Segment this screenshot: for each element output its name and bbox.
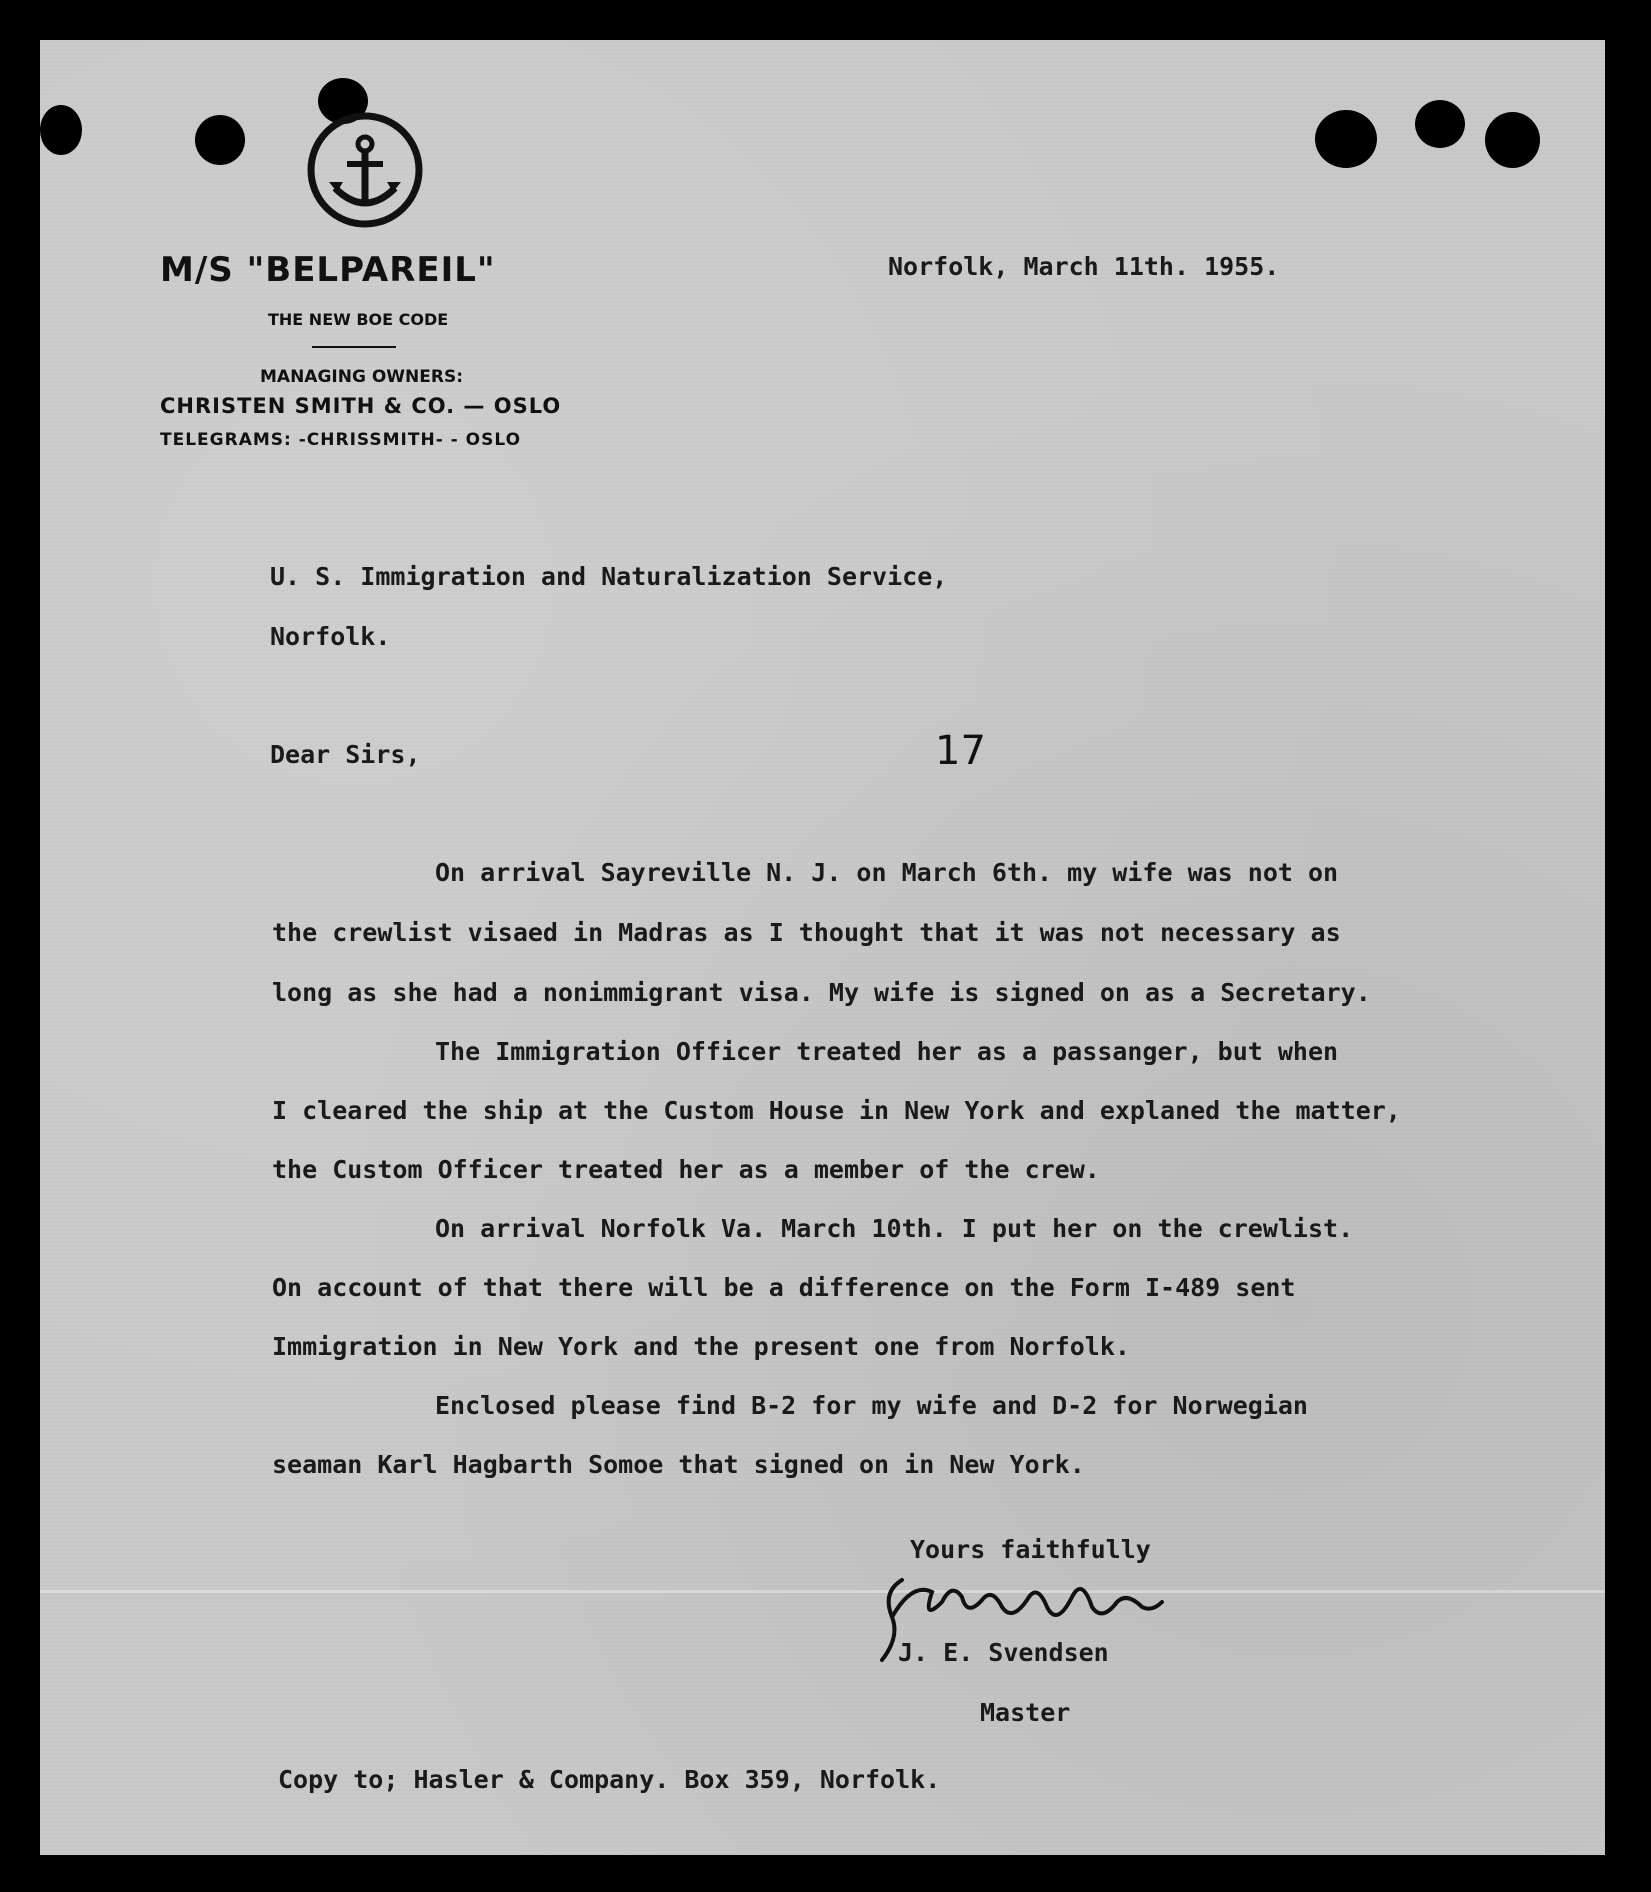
signer-name: J. E. Svendsen	[898, 1638, 1109, 1667]
code-line: THE NEW BOE CODE	[268, 310, 449, 329]
addressee-line-1: U. S. Immigration and Naturalization Service,	[270, 562, 948, 591]
telegrams: TELEGRAMS: -CHRISSMITH- - OSLO	[160, 430, 522, 450]
divider	[312, 346, 396, 348]
signer-title: Master	[980, 1698, 1071, 1727]
anchor-logo-icon	[305, 110, 425, 230]
owners: CHRISTEN SMITH & CO. — OSLO	[160, 394, 562, 418]
owners-label: MANAGING OWNERS:	[260, 367, 464, 387]
punch-hole	[1415, 100, 1465, 148]
body-line: the crewlist visaed in Madras as I thought that it was not necessary as	[272, 918, 1341, 947]
copy-line: Copy to; Hasler & Company. Box 359, Norfolk.	[278, 1765, 941, 1794]
body-line: On arrival Sayreville N. J. on March 6th. my wife was not on	[435, 858, 1339, 887]
stamp-number: 17	[935, 728, 986, 774]
salutation: Dear Sirs,	[270, 740, 421, 769]
body-line: I cleared the ship at the Custom House in New York and explaned the matter,	[272, 1096, 1401, 1125]
body-line: Enclosed please find B-2 for my wife and D-2 for Norwegian	[435, 1391, 1308, 1420]
ship-name: M/S "BELPAREIL"	[160, 250, 496, 290]
body-line: On account of that there will be a difference on the Form I-489 sent	[272, 1273, 1296, 1302]
closing: Yours faithfully	[910, 1535, 1151, 1564]
date-line: Norfolk, March 11th. 1955.	[888, 252, 1280, 281]
body-line: long as she had a nonimmigrant visa. My wife is signed on as a Secretary.	[272, 978, 1371, 1007]
punch-hole	[1485, 112, 1540, 168]
punch-hole	[195, 115, 245, 165]
punch-hole	[40, 105, 82, 155]
body-line: Immigration in New York and the present one from Norfolk.	[272, 1332, 1130, 1361]
body-line: seaman Karl Hagbarth Somoe that signed on in New York.	[272, 1450, 1085, 1479]
body-line: the Custom Officer treated her as a member of the crew.	[272, 1155, 1100, 1184]
addressee-line-2: Norfolk.	[270, 622, 391, 651]
body-line: On arrival Norfolk Va. March 10th. I put her on the crewlist.	[435, 1214, 1354, 1243]
body-line: The Immigration Officer treated her as a passanger, but when	[435, 1037, 1339, 1066]
paper-fold	[40, 1590, 1605, 1593]
punch-hole	[1315, 110, 1377, 168]
